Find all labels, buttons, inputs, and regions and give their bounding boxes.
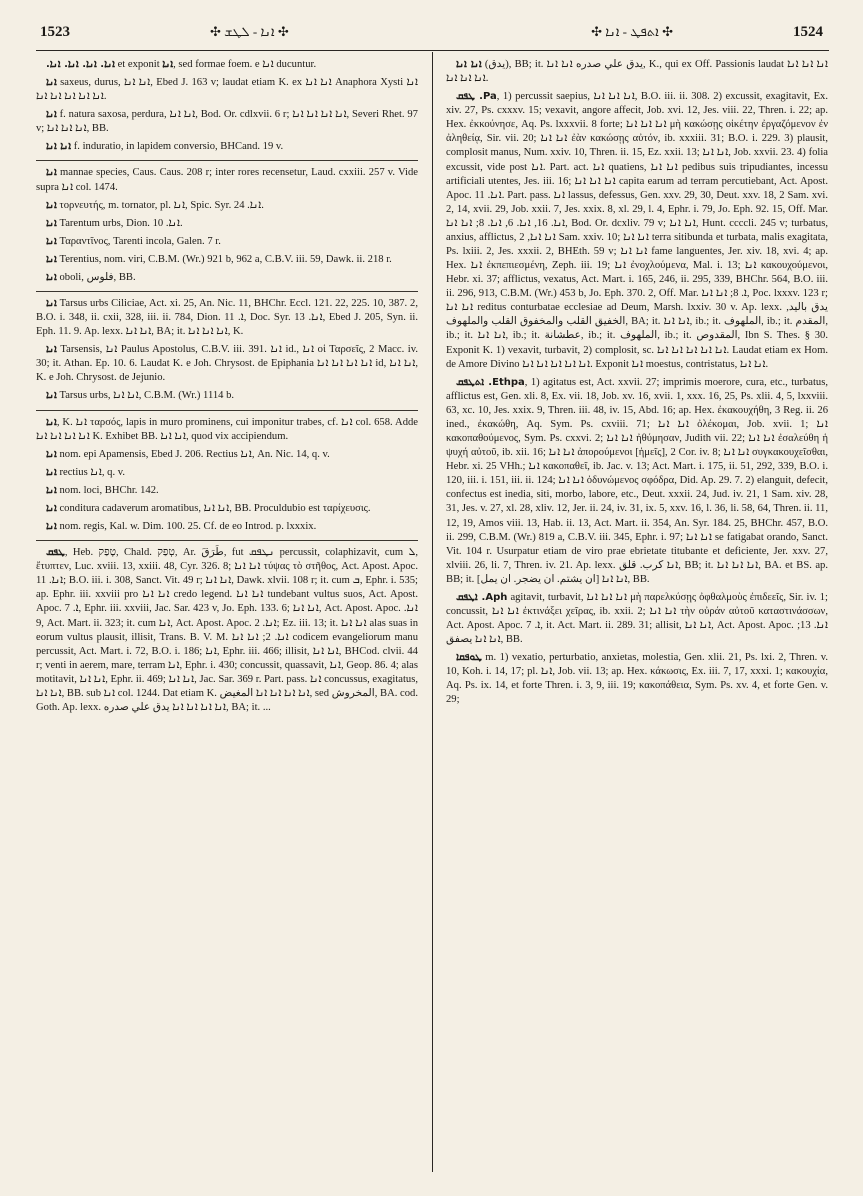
syriac-headword: ܐܢܐ [46,199,57,211]
entry-text: (يدق), BB; it. يدق علي صدره ܐܢܐ ܐܢܐ, K., qui ex Off. Passionis laudat ܐܢܐ ܐܢܐ ܐܢܐ ܐܢܐ ܐܢܐ ܐܢܐ. [446,59,828,85]
syriac-headword: Ethpa. ܐܬܛܦܩ [456,376,525,388]
entry-text: rectius ܐܢܐ, q. v. [56,466,125,478]
entry-text: Ταραντῖνος, Tarenti incola, Galen. 7 r. [56,235,221,247]
entry-text: f. induratio, in lapidem conversio, BHCand. 19 v. [71,141,284,153]
dictionary-entry [36,76,418,104]
running-head-right: ✣ ܐܬܦܛ - ܐܢܐ ✣ [591,24,673,39]
syriac-headword: ܐܢܐ [46,109,57,121]
dictionary-entry [36,271,418,285]
entry-text: m. 1) vexatio, perturbatio, anxietas, molestia, Gen. xlii. 21, Ps. lxi. 2, Thren. v. 10, Koh. i. 14, 17; pl. ܐܢܐ, Job. vii. 13; ap. Hex. κάκωσις, Ex. iii. 7, 17, xxxi. 1; κακουχία, Aq. Ps. ix. 14, et forte Thren. i. 3, 9, iii. 19; κακοπάθεια, Sym. Ps. xv. 4, et forte Gen. v. 29; [446,652,828,706]
dictionary-entry [446,58,828,86]
entry-text: , K. ܐܢܐ ταρσός, lapis in muro prominens, cui imponitur trabes, cf. ܐܢܐ col. 658. Adde ܐܢܐ ܐܢܐ ܐܢܐ ܐܢܐ K. Exhibet BB. ܐܢܐ ܐܢܐ, quod vix accipiendum. [36,416,418,442]
entry-text: Tarentum urbs, Dion. ܐܢܐ. 10. [56,217,183,229]
syriac-headword: ܐܢܐ [46,271,57,283]
syriac-headword: ܐܢܐ ܐܢܐ [46,141,72,153]
entry-text: oboli, فلوس, BB. [56,271,136,283]
entry-text: nom. epi Apamensis, Ebed J. 206. Rectius ܐܢܐ, An. Nic. 14, q. v. [56,448,330,460]
entry-text: saxeus, durus, ܐܢܐ ܐܢܐ, Ebed J. 163 v; laudat etiam K. ex ܐܢܐ ܐܢܐ Anaphora Xysti ܐܢܐ ܐܢܐ ܐܢܐ ܐܢܐ ܐܢܐ ܐܢܐ. [36,77,418,103]
page-number-right: 1524 [793,24,823,40]
dictionary-entry [36,140,418,154]
entry-text: nom. regis, Kal. w. Dim. 100. 25. Cf. de eo Introd. p. lxxxix. [56,521,317,533]
entry-text: τορνευτής, m. tornator, pl. ܐܢܐ, Spic. Syr. ܐܢܐ. 24. [56,199,264,211]
entry-text: Tarsus urbs Ciliciae, Act. xi. 25, An. Nic. 11, BHChr. Eccl. 121. 22, 225. 10, 387. 2, B.O. i. 348, ii. cxii, 328, iii. ii. 784, Dion. ܐ. 11, Doc. Syr. ܐܢܐ. 13, Ebed J. 205, Syn. ii. Eph. 11. 9. Ap. lexx. ܐܢܐ ܐܢܐ, BA; it. ܐܢܐ ܐܢܐ ܐܢܐ, K. [36,298,419,338]
entry-text: , sed formae foem. e ܐܢܐ ducuntur. [173,59,317,70]
dictionary-entry [36,291,418,339]
entry-text: , 1) percussit saepius, ܐܢܐ ܐܢܐ ܐܢܐ, B.O. iii. ii. 308. 2) excussit, exagitavit, Ex. xiv. 27, Ps. cxxxv. 15; vexavit, angore affecit, Job. xvi. 12, Jes. viii. 22, Thren. i. 22; ap. Hex. ἐκκούνησε, Aq. Ps. lxxxvii. 8 forte; ܐܢܐ ܐܢܐ ܐܢܐ μὴ κακώσῃς οἰκέτην ἐργαζόμενον ἐν ἀληθείᾳ, Sir. vii. 20; ܐܢܐ ܐܢܐ ἐὰν κακώσῃς αὐτόν, ib. xxxiii. 31; B.O. i. 229. 3) plausit, complosit manus, Num. xxiv. 10, Thren. ii. 15, Ez. xxii. 13; ܐܢܐ ܐܢܐ, Job. xxvii. 23. 4) folia excussit, vide post ܐܢܐ. Part. act. ܐܢܐ quatiens, ܐܢܐ ܐܢܐ pedibus suis tripudiantes, incessu artificiali utentes, Jes. iii. 16; ܐܢܐ ܐܢܐ ܐܢܐ capita earum ad terram percutiebant, Act. Apost. Apoc. ܐܢܐ. 11. Part. pass. ܐܢܐ lassus, defessus, Gen. xxv. 29, 30, Deut. xxv. 18, 2 Sam. xvi. 2, 14, xvii. 29, Job. xxii. 7, Jes. xxix. 8, xl. 29, l. 4, Ephr. i. 79, Jo. Eph. 92. 15, Off. Mar. ܐܢܐ. 16, ܐܢܐ. 6, ܐܢܐ. 8; ܐܢܐ ܐܢܐ, Bod. Or. dcxliv. 79 v; ܐܢܐ ܐܢܐ, Hunt. ccccli. 245 v; turbatus, anxius, afflictus, ܐܢܐ ܐܢܐ, 2 Sam. xxiv. 10; ܐܢܐ ܐܢܐ terra sitibunda et turbata, malis exagitata, Ps. lxiii. 2, Jes. xxxii. 2, BHEth. 59 v; ܐܢܐ ܐܢܐ fame languentes, Jer. xiv. 18, xvi. 4; ap. Hex. ܐܢܐ ἐκπεπιεσμένη, Zeph. iii. 19; ܐܢܐ ἐνοχλούμενα, Mal. i. 13; ܐܢܐ κακουχούμενοι, Hebr. xi. 37; afflictus, vexatus, Act. Mart. i. 165, 246, ii. 295, 339, BHChr. 564, B.O. iii. ii. 296, 913, C.B.M. (Wr.) 453 b, Jo. Eph. 370. 2, Off. Mar. ܐ. 8; ܐܢܐ ܐܢܐ, Poc. lxxxv. 123 r; ܐܢܐ ܐܢܐ reditus conturbatae ecclesiae ad Deum, Marsh. lxxiv. 30 v. Ap. lexx. يدق باليد, الخفيق القلب والمخفوق القلب والملهوف, BA; it. ܐܢܐ ܐܢܐ, ib.; it. الملهوف, ib.; it. المقدم, ib.; it. ܐܢܐ ܐܢܐ, ib.; it. عطشانة, ib.; it. الملهوف, ib.; it. المقدوص, Ibn S. Thes. § 30. Exponit K. 1) vexavit, turbavit, 2) complosit, sc. ܐܢܐ ܐܢܐ ܐܢܐ ܐܢܐ ܐܢܐ. Laudat etiam ex Hom. de Amore Divino ܐܢܐ ܐܢܐ ܐܢܐ ܐܢܐ ܐܢܐ. Exponit ܐܢܐ moestus, contristatus, ܐܢܐ ܐܢܐ. [446,91,829,370]
syriac-headword: ܐܢܐ [46,217,57,229]
right-column [446,58,828,712]
dictionary-entry [446,376,828,587]
entry-text: mannae species, Caus. Caus. 208 r; inter rores recensetur, Laud. cxxiii. 257 v. Vide supra ܐܢܐ col. 1474. [36,167,418,193]
entry-text: agitavit, turbavit, ܐܢܐ ܐܢܐ ܐܢܐ μὴ παρελκύσῃς ὀφθαλμοὺς ἐπιδεεῖς, Sir. iv. 1; concussit, ܐܢܐ ܐܢܐ ἐκτινάξει χεῖρας, ib. xxii. 2; ܐܢܐ ܐܢܐ τὴν οὐράν αὐτοῦ καταστινάσσων, Act. Apost. Apoc. ܐ. 7, it. Act. Mart. ii. 289. 31; allisit, ܐܢܐ ܐܢܐ, Act. Apost. Apoc. ܐܢܐ. 13; ܐܢܐ ܐܢܐ يصفق, BB. [446,591,829,646]
entry-text: , 1) agitatus est, Act. xxvii. 27; imprimis moerore, cura, etc., turbatus, afflictus est, Gen. xli. 8, Ex. vii. 18, Job. xv. 16, xvii. 1, xxx. 16, 25, Ps. xlii. 4, 5, lxxviii. 63, xc. 10, Jes. xxix. 9, Thren. iii. 48, iv. 15, Abd. 16; ap. Hex. ἐκακουχήθη, 3 Reg. ii. 26 ined., ἐκακώθη, Aq. Sym. Ps. cxviii. 71; ܐܢܐ ܐܢܐ ὀλέκομαι, Job. xvii. 1; ܐܢܐ κακοπαθούμενος, Sym. Ps. cxxvi. 2; ܐܢܐ ܐܢܐ ἠθύμησαν, Judith vii. 22; ܐܢܐ ܐܢܐ ἐσαλεύθη ἡ ψυχή αὐτοῦ, ib. xii. 16; ܐܢܐ ܐܢܐ ἀπορούμενοι [ἡμεῖς], 2 Cor. iv. 8; ܐܢܐ ܐܢܐ συγκακουχεῖσθαι, Hebr. xi. 25 VHh.; ܐܢܐ κακοπαθεῖ, ib. Jac. v. 13; Act. Mart. i. 175, ii. 51, 292, 339, B.O. i. 120, iii. i. 151, iii. ii. 124; ܐܢܐ ܐܢܐ ὀδυνώμενος σφόδρα, Did. Ap. 29. 7. 2) elanguit, defecit, confectus est inedia, siti, morbo, labore, etc., Deut. xxxii. 24, Jud. iv. 21, 1 Sam. xiv. 28, 31, Jes. v. 27, xl. 28, xliv. 12, Jer. ii. 24, iv. 31, ix. 5, xxv. 16, l. 36, li. 58, 64, Thren. ii. 11, 12, 19, Amos viii. 13, Hab. ii. 13, Act. Mart. ii. 354, An. Syr. 184. 25, BHChr. 457, B.O. ii. 299, C.B.M. (Wr.) 819 a, C.B.V. iii. 345, Ephr. i. 97; ܐܢܐ ܐܢܐ se fatigabat orando, Sanct. Vit. 104 r. Usurpatur etiam de viro prae ebrietate titubante et deficiente, Jer. xxv. 27, xlviii. 26, li. 7, Thren. iv. 21. Ap. lexx. ܐܢܐ كرب. قلق, BB; it. ܐܢܐ ܐܢܐ ܐܢܐ, BA. et BS. ap. BB; it. ܐܢܐ ܐܢܐ [ان يشتم. ان يضجر. ان يمل], BB. [446,376,829,585]
syriac-headword: ܐܢܐ [46,448,57,460]
dictionary-entry [36,540,418,715]
syriac-headword: ܐܢܐ [46,77,57,89]
syriac-headword: ܐܢܐ [162,59,174,70]
entry-text: Tarsensis, ܐܢܐ Paulus Apostolus, C.B.V. iii. 391. ܐܢܐ id., ܐܢܐ οἱ Ταρσεῖς, 2 Macc. iv. 30; it. Athan. Ep. 10. 6. Laudat K. e Joh. Chrysost. de Epiphania ܐܢܐ ܐܢܐ ܐܢܐ ܐܢܐ id, ܐܢܐ ܐܢܐ, K. e Joh. Chrysost. de Jejunio. [36,344,419,384]
header-rule [36,50,829,51]
syriac-headword: ܐܢܐ [46,502,57,514]
dictionary-entry [36,58,418,72]
entry-text: et exponit [114,59,163,70]
syriac-headword: ܐܢܐ [46,253,57,265]
syriac-headword: ܐܢܐ [46,235,57,247]
syriac-headword: ܐܢܐ. ܐܢܐ. ܐܢܐ. ܐܢܐ. [46,59,115,70]
dictionary-entry [36,448,418,462]
dictionary-entry [446,90,828,372]
syriac-headword: ܛܦܩ [46,547,65,559]
dictionary-entry [36,108,418,136]
dictionary-entry [36,502,418,516]
syriac-headword: Pa. ܛܦܩ [456,91,497,103]
dictionary-entry [36,466,418,480]
dictionary-entry [36,199,418,213]
dictionary-entry [36,484,418,498]
page-header [0,24,863,50]
syriac-headword: ܐܢܐ ܐܢܐ [456,59,482,70]
dictionary-entry [36,343,418,385]
left-column [36,58,418,719]
entry-text: nom. loci, BHChr. 142. [56,484,159,496]
dictionary-entry [36,520,418,534]
syriac-headword: ܐܢܐ [46,344,57,356]
dictionary-entry [36,217,418,231]
syriac-headword: ܐܢܐ [46,167,57,179]
syriac-headword: ܐܢܐ [46,298,57,310]
column-divider [432,52,433,1172]
entry-text: Tarsus urbs, ܐܢܐ ܐܢܐ, C.B.M. (Wr.) 1114 b. [56,390,235,402]
dictionary-entry [446,591,828,647]
dictionary-entry [36,235,418,249]
running-head-left: ✣ ܐܢܐ - ܠܛܫ ✣ [210,24,289,39]
syriac-headword: ܐܢܐ [46,390,57,402]
syriac-headword: ܐܢܐ [46,484,57,496]
dictionary-entry [36,389,418,403]
syriac-headword: ܐܢܐ [46,416,57,428]
syriac-headword: Aph. ܐܛܦܩ [456,591,508,603]
entry-text: f. natura saxosa, perdura, ܐܢܐ ܐܢܐ, Bod. Or. cdlxvii. 6 r; ܐܢܐ ܐܢܐ ܐܢܐ ܐܢܐ, Severi Rhet. 97 v; ܐܢܐ ܐܢܐ ܐܢܐ, BB. [36,109,418,135]
syriac-headword: ܐܢܐ [46,466,57,478]
entry-text: , Heb. טָפַק, Chald. טְפַק, Ar. طَرَقَ, fut ܢܛܦܩ percussit, colaphizavit, cum ܠ, ἔτυπτεν, Luc. xviii. 13, xxiii. 48, Cyr. 326. 8; ܐܢܐ ܐܢܐ τύψας τὸ στῆθος, Act. Apost. Apoc. ܐܢܐ. 11; B.O. iii. i. 308, Sanct. Vit. 49 r; ܐܢܐ ܐܢܐ, Dawk. xlvii. 108 r; it. cum ܒ, Ephr. i. 535; ap. Ephr. iii. xxviii pro ܐܢܐ ܐܢܐ credo legend. ܐܢܐ ܐܢܐ tundebant vultus suos, Act. Apost. Apoc. ܐ. 7, Ephr. iii. xxviii, Jac. Sar. 423 v, Jo. Eph. 133. 6; ܐܢܐ ܐܢܐ, Act. Apost. Apoc. ܐܢܐ. 9, Act. Mart. ii. 323; it. cum ܐܢܐ, Act. Apost. Apoc. ܐܢܐ. 2; Ez. iii. 13; it. ܐܢܐ ܐܢܐ alas suas in eorum vultus plausit, illisit, Trans. B. V. M. ܐܢܐ. 2; ܐܢܐ ܐܢܐ codicem evangeliorum manu percussit, Act. Mart. i. 72, B.O. i. 186; ܐܢܐ, Ephr. iii. 466; illisit, ܐܢܐ ܐܢܐ, BHCod. clvii. 44 r; venti in aerem, mare, terram ܐܢܐ, Ephr. i. 430; concussit, quassavit, ܐܢܐ, Geop. 86. 4; alas motitavit, ܐܢܐ ܐܢܐ, Ephr. ii. 469; ܐܢܐ ܐܢܐ, Jac. Sar. 369 r. Part. pass. ܐܢܐ concussus, exagitatus, ܐܢܐ ܐܢܐ, BB. sub ܐܢܐ col. 1244. Dat etiam K. ܐܢܐ ܐܢܐ ܐܢܐ ܐܢܐ المغيض, sed المخروش, BA. cod. Goth. Ap. lexx. ܐܢܐ ܐܢܐ ܐܢܐ ܐܢܐ يدق علي صدره, BA; it. ... [36,547,419,713]
syriac-headword: ܛܘܦܩܐ [456,652,482,664]
dictionary-entry [446,651,828,707]
dictionary-entry [36,253,418,267]
syriac-headword: ܐܢܐ [46,521,57,533]
entry-text: conditura cadaverum aromatibus, ܐܢܐ ܐܢܐ, BB. Proculdubio est ταρίχευσις. [56,502,371,514]
entry-text: Terentius, nom. viri, C.B.M. (Wr.) 921 b, 962 a, C.B.V. iii. 59, Dawk. ii. 218 r. [56,253,392,265]
dictionary-entry [36,160,418,194]
page-number-left: 1523 [40,24,70,40]
dictionary-entry [36,410,418,444]
